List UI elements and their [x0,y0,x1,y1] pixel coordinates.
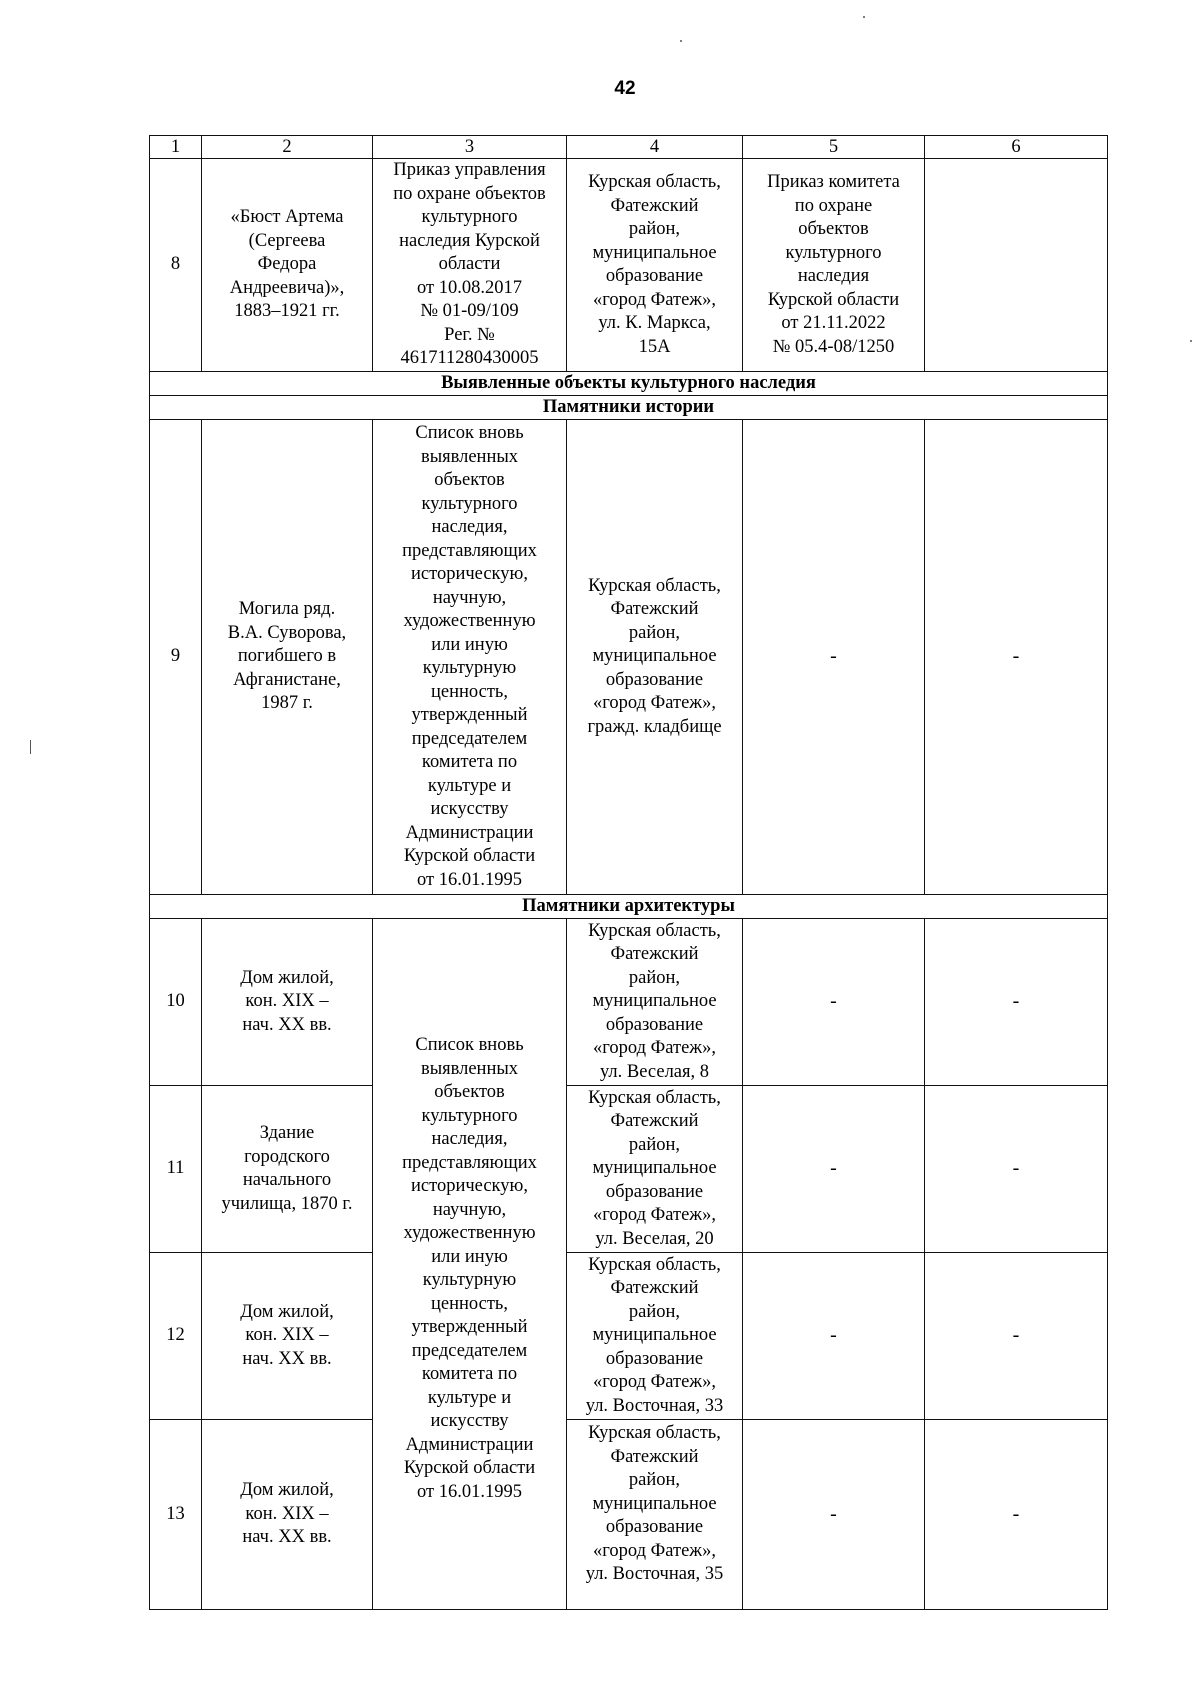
object-location: Курская область, Фатежский район, муниципальное образование «город Фатеж», ул. Веселая, 20 [588,1087,721,1249]
col5-value: - [743,1086,925,1253]
section-title-architecture: Памятники архитектуры [150,895,1108,919]
table-header-row [150,136,1108,159]
header-cell-2: 2 [202,136,373,159]
row-number: 8 [150,159,202,372]
table-row-11 [150,1086,1108,1253]
row-number: 10 [150,919,202,1086]
header-cell-6: 6 [925,136,1108,159]
table-row-13 [150,1420,1108,1610]
col5-value: - [743,1253,925,1420]
header-cell-1: 1 [150,136,202,159]
section-title-history: Памятники истории [150,396,1108,420]
protection-document: Список вновь выявленных объектов культурного наследия, представляющих историческую, научную, художественную или иную культурную ценность, утвержденный председателем комитета по культуре и искусству Администрации Курской области от 16.01.1995 [402,423,537,890]
boundaries-document: Приказ комитета по охране объектов культурного наследия Курской области от 21.11.2022 № 05.4-08/1250 [767,172,900,357]
object-location: Курская область, Фатежский район, муниципальное образование «город Фатеж», ул. К. Маркса, 15А [588,172,721,357]
table-row-12 [150,1253,1108,1420]
table-row-9 [150,420,1108,895]
section-row-history [150,396,1108,420]
col6-value: - [925,919,1108,1086]
row-number: 13 [150,1420,202,1610]
col6-value: - [925,1253,1108,1420]
scan-speck [863,16,865,18]
header-cell-5: 5 [743,136,925,159]
heritage-objects-table [149,135,1108,1610]
table-row-8 [150,159,1108,372]
object-name: Дом жилой, кон. XIX – нач. XX вв. [240,1480,334,1548]
scan-speck [1190,340,1192,342]
page-number: 42 [614,78,636,99]
shared-protection-document: Список вновь выявленных объектов культурного наследия, представляющих историческую, научную, художественную или иную культурную ценность, утвержденный председателем комитета по культуре и искусству Администрации Курской области от 16.01.1995 [402,1035,537,1502]
col5-value: - [743,420,925,895]
object-name: Дом жилой, кон. XIX – нач. XX вв. [240,1301,334,1369]
row-number: 9 [150,420,202,895]
col5-value: - [743,1420,925,1610]
object-name: Могила ряд. В.А. Суворова, погибшего в Афганистане, 1987 г. [227,599,347,714]
object-name: «Бюст Артема (Сергеева Федора Андреевича)», 1883–1921 гг. [229,207,345,322]
row-number: 11 [150,1086,202,1253]
col5-value: - [743,919,925,1086]
object-location: Курская область, Фатежский район, муниципальное образование «город Фатеж», ул. Восточная, 35 [585,1423,724,1584]
object-name: Здание городского начального училища, 1870 г. [221,1123,353,1214]
object-name: Дом жилой, кон. XIX – нач. XX вв. [240,967,334,1035]
object-location: Курская область, Фатежский район, муниципальное образование «город Фатеж», ул. Восточная, 33 [585,1254,724,1416]
scan-speck [680,40,682,42]
table-row-10 [150,919,1108,1086]
object-location: Курская область, Фатежский район, муниципальное образование «город Фатеж», гражд. кладбище [587,575,722,737]
col6-value: - [925,420,1108,895]
header-cell-3: 3 [373,136,567,159]
section-row-identified [150,372,1108,396]
scan-speck [30,740,31,754]
row-number: 12 [150,1253,202,1420]
section-row-architecture [150,895,1108,919]
object-location: Курская область, Фатежский район, муниципальное образование «город Фатеж», ул. Веселая, 8 [588,920,721,1082]
empty-cell [925,159,1108,372]
header-cell-4: 4 [567,136,743,159]
col6-value: - [925,1086,1108,1253]
protection-document: Приказ управления по охране объектов культурного наследия Курской области от 10.08.2017 № 01-09/109 Рег. № 461711280430005 [393,160,546,369]
col6-value: - [925,1420,1108,1610]
section-title-identified: Выявленные объекты культурного наследия [150,372,1108,396]
